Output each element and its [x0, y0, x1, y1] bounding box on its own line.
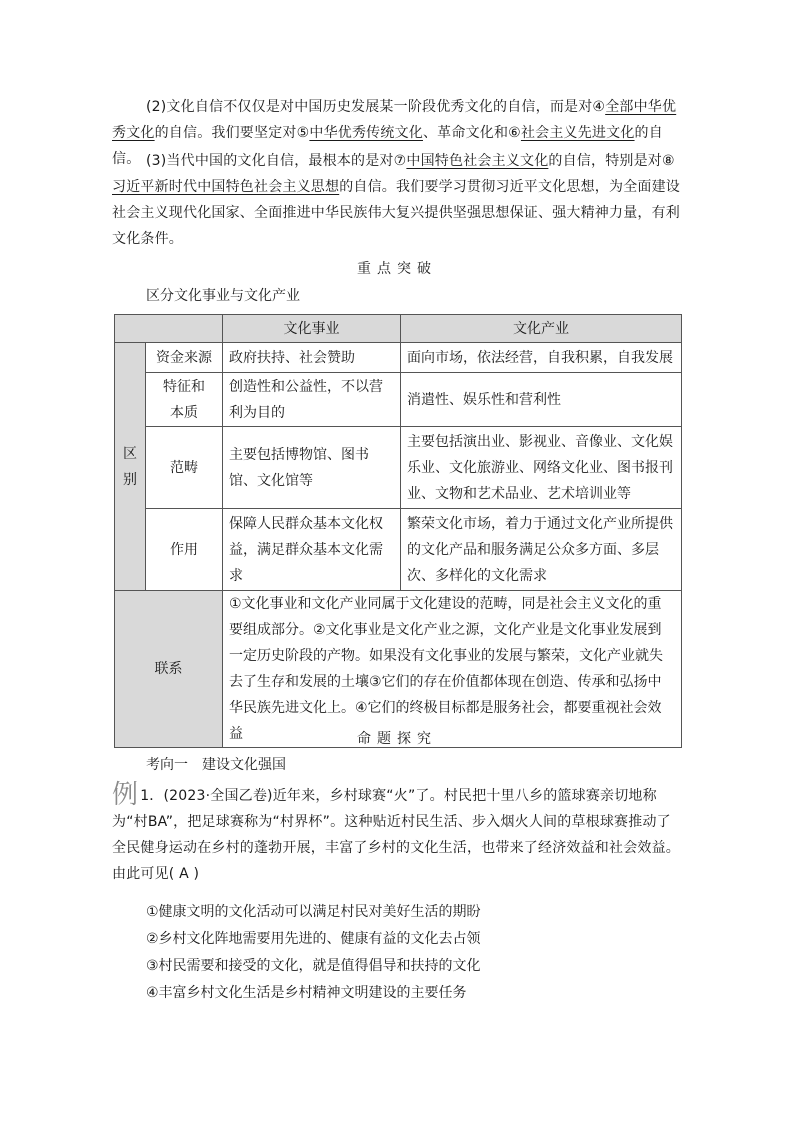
option-3: ③村民需要和接受的文化，就是值得倡导和扶持的文化: [146, 958, 481, 974]
example-mark: 例: [112, 780, 139, 810]
row-label-nature: 特征和本质: [146, 373, 223, 427]
cell-funding-public: 政府扶持、社会赞助: [223, 343, 401, 373]
para3-answer-7: 中国特色社会主义文化: [406, 153, 549, 169]
section-heading-focus: 重点突破: [357, 261, 437, 277]
para2-text-3: 、革命文化和⑥: [422, 125, 521, 141]
para3-text-2: 的自信，特别是对⑧: [548, 153, 675, 169]
group-label-difference: [115, 343, 146, 591]
table-row: [115, 591, 682, 748]
option-2: ②乡村文化阵地需要用先进的、健康有益的文化去占领: [146, 931, 481, 947]
option-1: ①健康文明的文化活动可以满足村民对美好生活的期盼: [146, 904, 481, 920]
cell-scope-industry: 主要包括演出业、影视业、音像业、文化娱乐业、文化旅游业、网络文化业、图书报刊业、文物和艺术品业、艺术培训业等: [401, 427, 682, 509]
comparison-table: [114, 314, 682, 748]
row-label-scope: 范畴: [146, 427, 223, 509]
question-direction: 考向一 建设文化强国: [146, 757, 286, 773]
row-label-role: 作用: [146, 509, 223, 591]
para2-answer-4: 全部中华优秀文化: [112, 99, 677, 141]
table-header-culture-industry: 文化产业: [401, 315, 682, 343]
table-row: [115, 509, 682, 591]
table-row: [115, 373, 682, 427]
example-text: 1．(2023·全国乙卷)近年来，乡村球赛“火”了。村民把十里八乡的篮球赛亲切地称为“村BA”，把足球赛称为“村界杯”。这种贴近村民生活、步入烟火人间的草根球赛推动了全民健身运动在乡村的蓬勃开展，丰富了乡村的文化生活，也带来了经济效益和社会效益。由此可见( A ): [112, 788, 680, 882]
table-header-blank: [115, 315, 223, 343]
cell-funding-industry: 面向市场，依法经营，自我积累，自我发展: [401, 343, 682, 373]
row-label-funding: 资金来源: [146, 343, 223, 373]
para3-text-3: 的自信。我们要学习贯彻习近平文化思想，为全面建设社会主义现代化国家、全面推进中华民族伟大复兴提供坚强思想保证、强大精神力量，有利文化条件。: [112, 179, 681, 247]
para3-text-1: (3)当代中国的文化自信，最根本的是对⑦: [146, 153, 407, 169]
table-row: [115, 427, 682, 509]
para2-answer-6: 社会主义先进文化: [520, 125, 635, 141]
para3-answer-8: 习近平新时代中国特色社会主义思想: [112, 179, 340, 195]
group-label-char-2: 别: [123, 471, 137, 488]
cell-scope-public: 主要包括博物馆、图书馆、文化馆等: [223, 427, 401, 509]
table-caption: 区分文化事业与文化产业: [146, 288, 300, 304]
cell-connection: ①文化事业和文化产业同属于文化建设的范畴，同是社会主义文化的重要组成部分。②文化事业是文化产业之源，文化产业是文化事业发展到一定历史阶段的产物。如果没有文化事业的发展与繁荣，文化产业就失去了生存和发展的土壤③它们的存在价值都体现在创造、传承和弘扬中华民族先进文化上。④它们的终极目标都是服务社会，都要重视社会效益: [223, 591, 682, 748]
section-heading-explore: 命题探究: [357, 731, 437, 747]
row-label-connection: 联系: [115, 591, 223, 748]
cell-role-industry: 繁荣文化市场，着力于通过文化产业所提供的文化产品和服务满足公众多方面、多层次、多样化的文化需求: [401, 509, 682, 591]
table-header-public-culture: 文化事业: [223, 315, 401, 343]
option-4: ④丰富乡村文化生活是乡村精神文明建设的主要任务: [146, 985, 467, 1001]
group-label-char-1: 区: [123, 445, 137, 462]
example-question: [112, 782, 682, 887]
para2-text-4: 的自信。: [112, 125, 663, 167]
para2-text-2: 的自信。我们要坚定对⑤: [154, 125, 310, 141]
cell-role-public: 保障人民群众基本文化权益，满足群众基本文化需求: [223, 509, 401, 591]
para2-text-1: (2)文化自信不仅仅是对中国历史发展某一阶段优秀文化的自信，而是对④: [146, 99, 606, 115]
para2-answer-5: 中华优秀传统文化: [309, 125, 423, 141]
table-header-row: [115, 315, 682, 343]
table-row: [115, 343, 682, 373]
paragraph-3: [112, 148, 682, 252]
cell-nature-public: 创造性和公益性，不以营利为目的: [223, 373, 401, 427]
cell-nature-industry: 消遣性、娱乐性和营利性: [401, 373, 682, 427]
